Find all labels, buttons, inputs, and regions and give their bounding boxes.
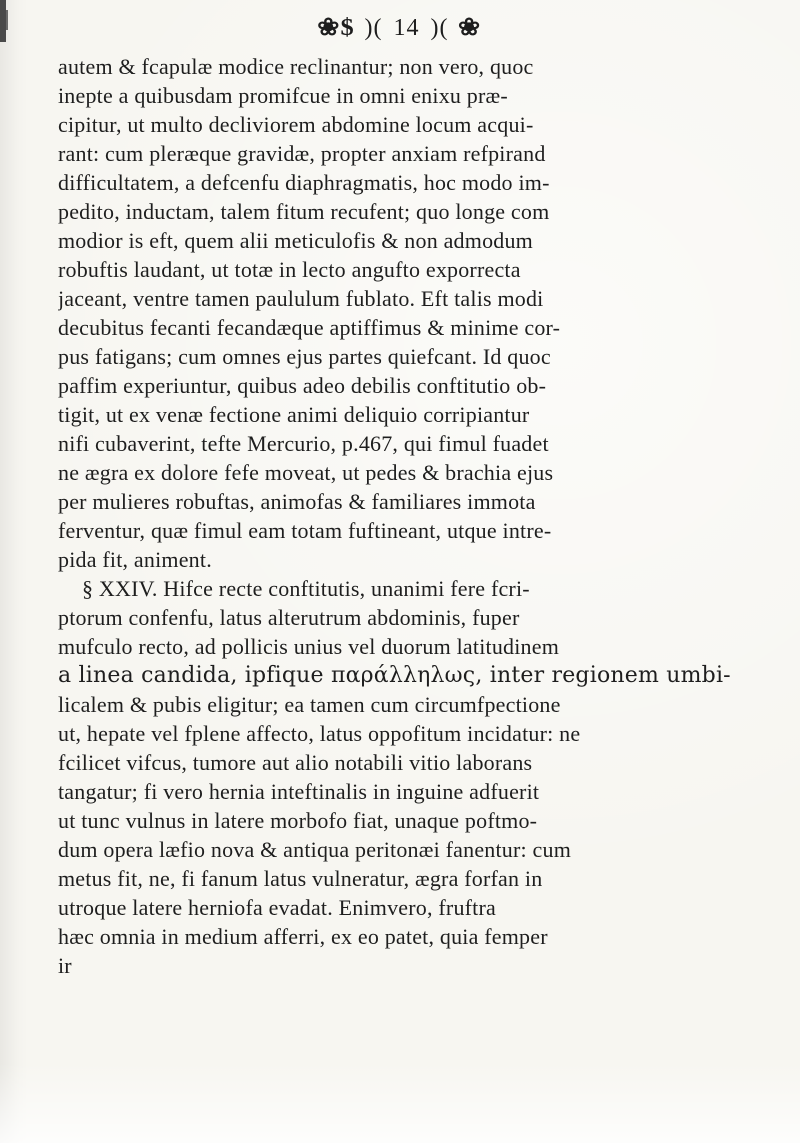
text-line-24: ut, hepate vel fplene affecto, latus oppofitum incidatur: ne: [58, 721, 581, 746]
text-line-21: mufculo recto, ad pollicis unius vel duorum latitudinem: [58, 634, 560, 659]
text-line-3: cipitur, ut multo decliviorem abdomine locum acqui-: [58, 112, 534, 137]
text-line-8: robuftis laudant, ut totæ in lecto angufto exporrecta: [58, 257, 521, 282]
text-line-15: ne ægra ex dolore fefe moveat, ut pedes & brachia ejus: [58, 460, 554, 485]
text-line-23: licalem & pubis eligitur; ea tamen cum circumfpectione: [58, 692, 561, 717]
text-line-25: fcilicet vifcus, tumore aut alio notabili vitio laborans: [58, 750, 533, 775]
text-line-5: difficultatem, a defcenfu diaphragmatis, hoc modo im-: [58, 170, 550, 195]
left-bracket: )(: [364, 15, 383, 41]
right-ornament: ❀: [458, 15, 482, 41]
text-line-32: ir: [58, 953, 72, 978]
body-text: [58, 52, 798, 1132]
text-line-22: a linea candida, ipfique παράλληλως, inter regionem umbi-: [58, 663, 731, 688]
text-line-28: dum opera læfio nova & antiqua peritonæi fanentur: cum: [58, 837, 572, 862]
text-line-12: paffim experiuntur, quibus adeo debilis conftitutio ob-: [58, 373, 547, 398]
text-line-1: autem & fcapulæ modice reclinantur; non vero, quoc: [58, 54, 534, 79]
text-line-30: utroque latere herniofa evadat. Enimvero, fruftra: [58, 895, 496, 920]
text-line-4: rant: cum pleræque gravidæ, propter anxiam refpirand: [58, 141, 546, 166]
text-line-2: inepte a quibusdam promifcue in omni enixu præ-: [58, 83, 508, 108]
section-xxiv-line: § XXIV. Hifce recte conftitutis, unanimi fere fcri-: [82, 576, 530, 601]
page-number: 14: [393, 15, 420, 41]
text-line-10: decubitus fecanti fecandæque aptiffimus & minime cor-: [58, 315, 561, 340]
page-header: [0, 10, 800, 46]
text-line-31: hæc omnia in medium afferri, ex eo patet, quia femper: [58, 924, 548, 949]
text-line-20: ptorum confenfu, latus alterutrum abdominis, fuper: [58, 605, 520, 630]
text-line-29: metus fit, ne, fi fanum latus vulneratur, ægra forfan in: [58, 866, 543, 891]
text-line-16: per mulieres robuftas, animofas & familiares immota: [58, 489, 536, 514]
text-line-14: nifi cubaverint, tefte Mercurio, p.467, qui fimul fuadet: [58, 431, 549, 456]
text-line-7: modior is eft, quem alii meticulofis & non admodum: [58, 228, 533, 253]
text-line-11: pus fatigans; cum omnes ejus partes quiefcant. Id quoc: [58, 344, 551, 369]
right-bracket: )(: [430, 15, 449, 41]
text-line-13: tigit, ut ex venæ fectione animi deliquio corripiantur: [58, 402, 530, 427]
text-line-26: tangatur; fi vero hernia inteftinalis in inguine adfuerit: [58, 779, 540, 804]
bottom-paper-fade: [0, 1063, 800, 1143]
text-line-17: ferventur, quæ fimul eam totam fuftineant, utque intre-: [58, 518, 552, 543]
text-line-18: pida fit, animent.: [58, 547, 212, 572]
text-line-6: pedito, inductam, talem fitum recufent; quo longe com: [58, 199, 550, 224]
left-ornament: ❀$: [317, 15, 356, 41]
text-line-9: jaceant, ventre tamen paululum fublato. Eft talis modi: [58, 286, 544, 311]
text-line-27: ut tunc vulnus in latere morbofo fiat, unaque poftmo-: [58, 808, 538, 833]
